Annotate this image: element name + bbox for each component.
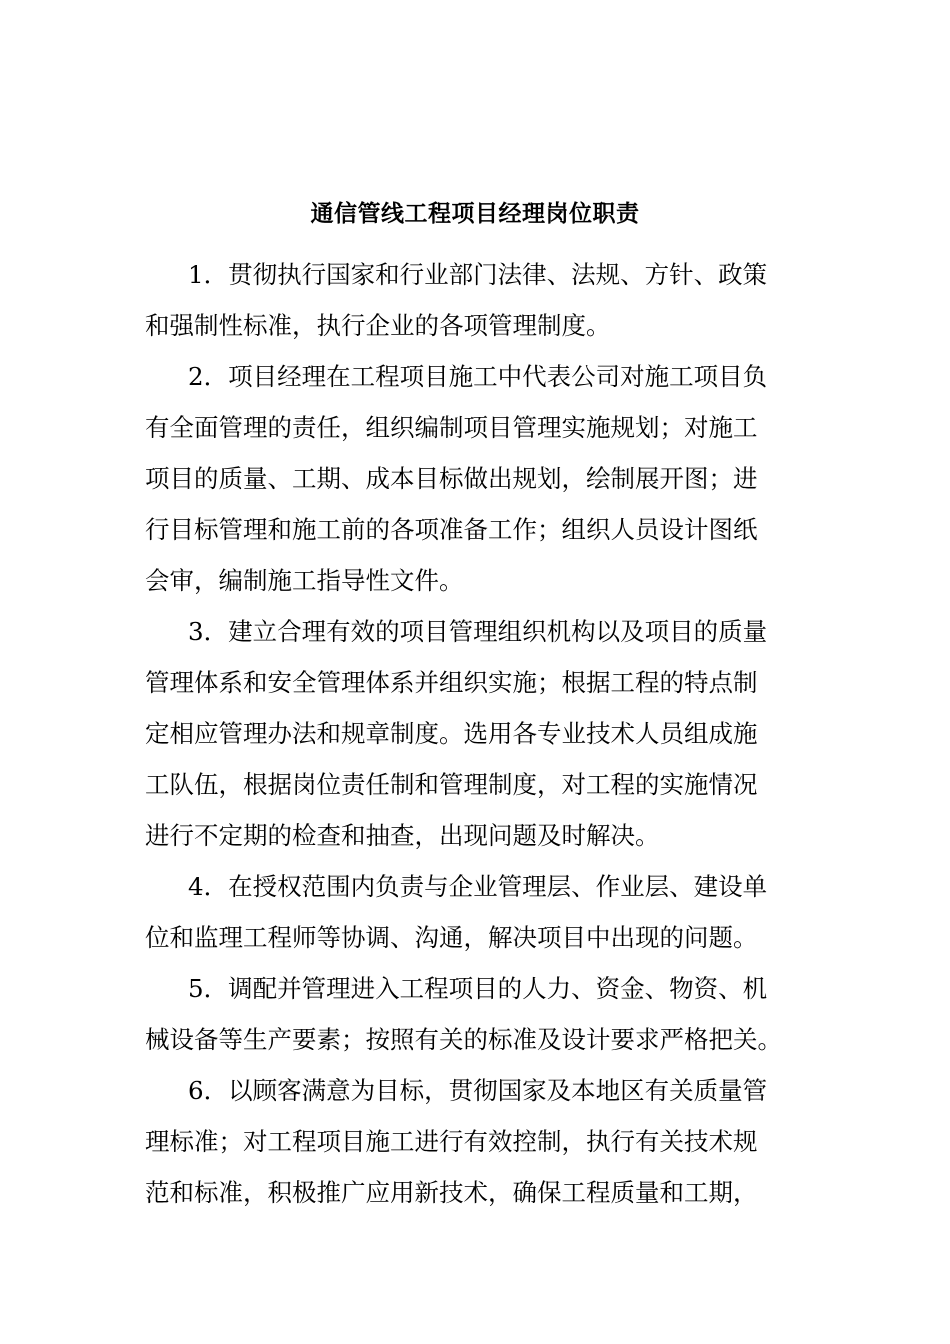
paragraph-5-line-1: 5．调配并管理进入工程项目的人力、资金、物资、机	[188, 974, 768, 1003]
paragraph-6-line-2: 理标准；对工程项目施工进行有效控制，执行有关技术规	[145, 1127, 758, 1156]
document-title: 通信管线工程项目经理岗位职责	[310, 201, 640, 227]
paragraph-3-line-1: 3．建立合理有效的项目管理组织机构以及项目的质量	[188, 617, 768, 646]
paragraph-2-line-1: 2．项目经理在工程项目施工中代表公司对施工项目负	[188, 362, 768, 391]
paragraph-2-line-2: 有全面管理的责任，组织编制项目管理实施规划；对施工	[145, 413, 758, 442]
paragraph-4-line-2: 位和监理工程师等协调、沟通，解决项目中出现的问题。	[145, 923, 758, 952]
paragraph-4-line-1: 4．在授权范围内负责与企业管理层、作业层、建设单	[188, 872, 768, 901]
paragraph-3-line-2: 管理体系和安全管理体系并组织实施；根据工程的特点制	[145, 668, 758, 697]
paragraph-3-line-4: 工队伍，根据岗位责任制和管理制度，对工程的实施情况	[145, 770, 758, 799]
paragraph-2-line-3: 项目的质量、工期、成本目标做出规划，绘制展开图；进	[145, 464, 758, 493]
paragraph-2-line-5: 会审，编制施工指导性文件。	[145, 566, 464, 595]
paragraph-3-line-3: 定相应管理办法和规章制度。选用各专业技术人员组成施	[145, 719, 758, 748]
paragraph-2-line-4: 行目标管理和施工前的各项准备工作；组织人员设计图纸	[145, 515, 758, 544]
paragraph-3-line-5: 进行不定期的检查和抽查，出现问题及时解决。	[145, 821, 660, 850]
paragraph-1-line-1: 1．贯彻执行国家和行业部门法律、法规、方针、政策	[188, 260, 768, 289]
paragraph-1-line-2: 和强制性标准，执行企业的各项管理制度。	[145, 311, 611, 340]
paragraph-6-line-1: 6．以顾客满意为目标，贯彻国家及本地区有关质量管	[188, 1076, 768, 1105]
paragraph-6-line-3: 范和标准，积极推广应用新技术，确保工程质量和工期，	[145, 1178, 758, 1207]
paragraph-5-line-2: 械设备等生产要素；按照有关的标准及设计要求严格把关。	[145, 1025, 782, 1054]
